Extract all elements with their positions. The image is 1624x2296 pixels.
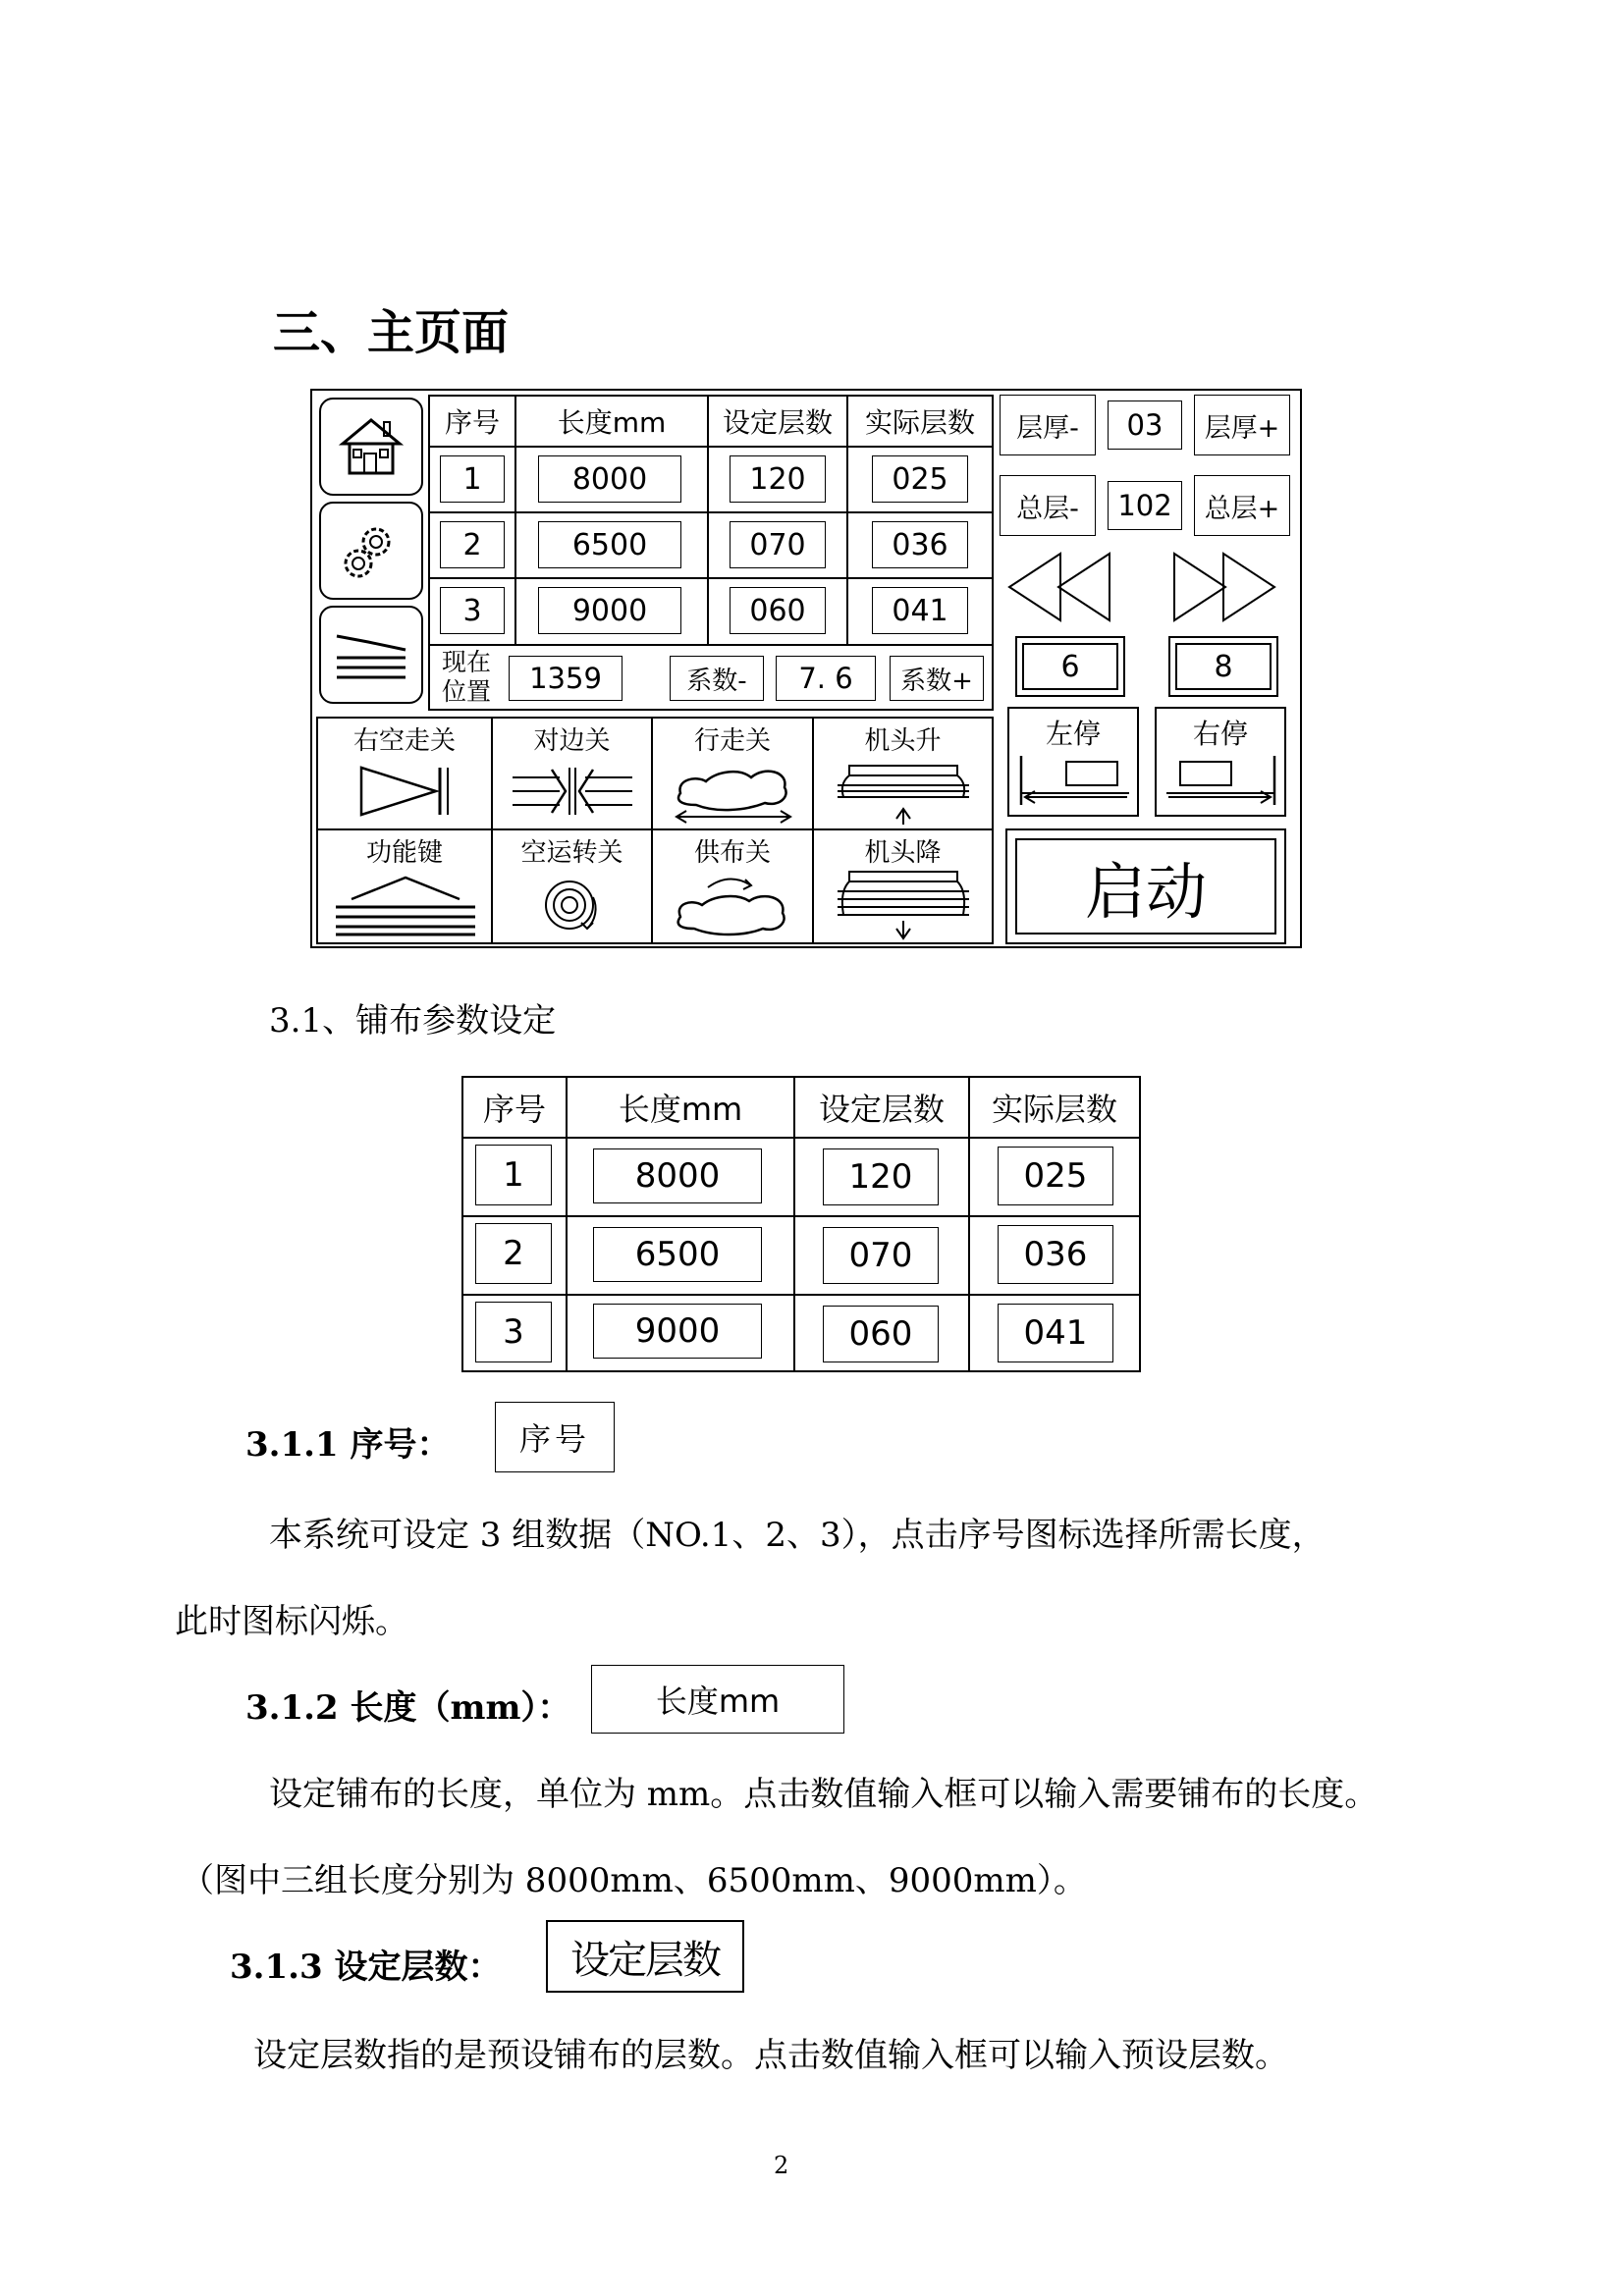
function-key-label: 功能键 <box>365 838 443 868</box>
main-data-table <box>428 395 994 711</box>
t2-actual-layers-3: 041 <box>998 1304 1113 1362</box>
index-button-3[interactable]: 3 <box>440 587 505 634</box>
arrow-to-stop-icon <box>357 764 456 819</box>
gears-icon <box>337 516 406 585</box>
head-up-button[interactable] <box>814 719 992 828</box>
actual-layers-1: 025 <box>872 455 968 503</box>
home-icon <box>335 414 407 479</box>
actual-layers-3: 041 <box>872 587 968 634</box>
layer-thick-plus-button[interactable]: 层厚+ <box>1194 395 1290 455</box>
set-layers-icon-sample: 设定层数 <box>546 1920 744 1993</box>
set-layers-input-3[interactable]: 060 <box>730 587 826 634</box>
left-stop-icon <box>1017 752 1133 809</box>
feed-cloth-icon <box>669 868 798 938</box>
right-empty-travel-button[interactable] <box>318 719 491 828</box>
set-layers-input-2[interactable]: 070 <box>730 521 826 568</box>
function-key-button[interactable] <box>318 830 491 942</box>
page-heading: 三、主页面 <box>273 305 510 360</box>
header-index: 序号 <box>444 406 500 439</box>
t2-index-3[interactable]: 3 <box>475 1302 552 1362</box>
head-down-icon <box>834 866 973 940</box>
length-input-1[interactable]: 8000 <box>538 455 681 503</box>
empty-turn-button[interactable] <box>493 830 651 942</box>
t2-length-1[interactable]: 8000 <box>593 1148 762 1203</box>
right-counter: 8 <box>1168 636 1278 697</box>
total-layers-value: 102 <box>1108 481 1182 530</box>
coef-plus-button[interactable]: 系数+ <box>890 656 984 701</box>
index-icon-sample: 序号 <box>495 1402 615 1472</box>
index-button-2[interactable]: 2 <box>440 521 505 568</box>
header-length: 长度mm <box>557 406 667 439</box>
fast-forward-icon[interactable] <box>1170 550 1278 624</box>
t2-length-2[interactable]: 6500 <box>593 1227 762 1282</box>
rotation-icon <box>536 872 607 936</box>
empty-turn-label: 空运转关 <box>520 838 623 868</box>
layer-thick-value: 03 <box>1108 400 1182 450</box>
edge-align-button[interactable] <box>493 719 651 828</box>
length-input-2[interactable]: 6500 <box>538 521 681 568</box>
index-button-1[interactable]: 1 <box>440 455 505 503</box>
main-ui-panel <box>310 389 1302 948</box>
t2-length-3[interactable]: 9000 <box>593 1304 762 1359</box>
t2-index-2[interactable]: 2 <box>475 1223 552 1284</box>
param-table <box>461 1076 1141 1372</box>
layer-thick-minus-button[interactable]: 层厚- <box>1000 395 1096 455</box>
section-3-1-1-para-2: 此时图标闪烁。 <box>175 1602 408 1641</box>
length-icon-sample: 长度mm <box>591 1665 844 1734</box>
total-layers-plus-button[interactable]: 总层+ <box>1194 475 1290 536</box>
settings-button[interactable] <box>319 502 423 600</box>
position-value: 1359 <box>509 656 623 701</box>
coef-minus-button[interactable]: 系数- <box>670 656 764 701</box>
t2-set-layers-2[interactable]: 070 <box>823 1227 939 1284</box>
start-button[interactable]: 启动 <box>1005 828 1286 944</box>
t2-actual-layers-2: 036 <box>998 1225 1113 1284</box>
align-arrows-icon <box>511 764 634 819</box>
travel-label: 行走关 <box>693 726 771 756</box>
feed-button[interactable] <box>653 830 812 942</box>
head-up-label: 机头升 <box>864 726 942 756</box>
left-stop-label: 左停 <box>1045 718 1101 750</box>
t2-header-set-layers: 设定层数 <box>818 1091 945 1128</box>
edge-align-label: 对边关 <box>533 726 611 756</box>
actual-layers-2: 036 <box>872 521 968 568</box>
page-number: 2 <box>774 2152 789 2179</box>
travel-button[interactable] <box>653 719 812 828</box>
head-up-icon <box>834 758 973 827</box>
section-3-1-1-title: 3.1.1 序号： <box>245 1425 451 1465</box>
layers-button[interactable] <box>319 606 423 704</box>
head-down-button[interactable] <box>814 830 992 942</box>
home-button[interactable] <box>319 398 423 496</box>
set-layers-input-1[interactable]: 120 <box>730 455 826 503</box>
head-down-label: 机头降 <box>864 838 942 868</box>
t2-header-length: 长度mm <box>618 1091 743 1128</box>
t2-index-1[interactable]: 1 <box>475 1145 552 1205</box>
header-actual-layers: 实际层数 <box>864 406 975 439</box>
coef-value: 7. 6 <box>776 656 876 701</box>
t2-header-index: 序号 <box>482 1091 546 1128</box>
stack-triangle-icon <box>332 874 479 936</box>
left-counter: 6 <box>1015 636 1125 697</box>
t2-set-layers-3[interactable]: 060 <box>823 1306 939 1362</box>
right-empty-travel-label: 右空走关 <box>352 726 456 756</box>
feed-label: 供布关 <box>693 838 771 868</box>
section-3-1-title: 3.1、铺布参数设定 <box>269 1001 557 1041</box>
right-stop-button[interactable] <box>1155 707 1286 817</box>
function-buttons-grid <box>316 717 994 944</box>
total-layers-minus-button[interactable]: 总层- <box>1000 475 1096 536</box>
t2-header-actual-layers: 实际层数 <box>991 1091 1117 1128</box>
machine-travel-icon <box>667 758 800 825</box>
t2-actual-layers-1: 025 <box>998 1147 1113 1205</box>
layers-icon <box>329 620 413 689</box>
section-3-1-1-para-1: 本系统可设定 3 组数据（NO.1、2、3），点击序号图标选择所需长度， <box>269 1516 1326 1555</box>
section-3-1-2-title: 3.1.2 长度（mm）： <box>245 1688 571 1728</box>
header-set-layers: 设定层数 <box>722 406 833 439</box>
section-3-1-2-para-1: 设定铺布的长度，单位为 mm。点击数值输入框可以输入需要铺布的长度。 <box>269 1775 1379 1814</box>
rewind-icon[interactable] <box>1005 550 1113 624</box>
left-stop-button[interactable] <box>1007 707 1139 817</box>
section-3-1-3-title: 3.1.3 设定层数： <box>230 1948 502 1987</box>
right-stop-icon <box>1163 752 1278 809</box>
section-3-1-2-para-2: （图中三组长度分别为 8000mm、6500mm、9000mm）。 <box>181 1861 1087 1900</box>
right-stop-label: 右停 <box>1192 718 1248 750</box>
position-label: 现在 位置 <box>442 648 492 706</box>
section-3-1-3-para-1: 设定层数指的是预设铺布的层数。点击数值输入框可以输入预设层数。 <box>253 2036 1288 2075</box>
t2-set-layers-1[interactable]: 120 <box>823 1148 939 1205</box>
length-input-3[interactable]: 9000 <box>538 587 681 634</box>
